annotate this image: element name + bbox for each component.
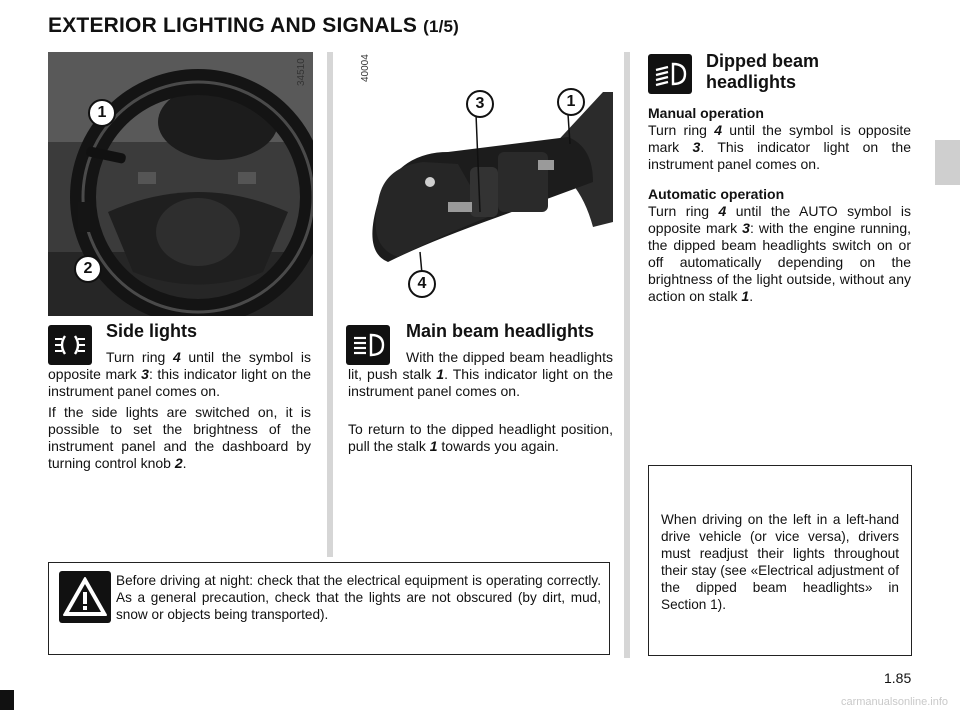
side-lights-brightness-text: If the side lights are switched on, it is possible to set the brightness of the instrument panel and the dashboard by turning control knob 2. <box>48 404 311 471</box>
note-box <box>648 465 912 656</box>
photo-reference-number: 40004 <box>360 54 371 82</box>
main-beam-heading: Main beam headlights <box>406 321 595 341</box>
column-separator <box>327 52 333 557</box>
dipped-beam-icon <box>648 54 692 94</box>
warning-triangle-icon <box>59 571 111 623</box>
note-text: When driving on the left in a left-hand drive vehicle (or vice versa), drivers must readjust their lights throughout their stay (see «Electrical adjustment of the dipped beam headlights» in Section 1). <box>661 512 899 612</box>
callout-1: 1 <box>557 88 585 116</box>
main-beam-return-text: To return to the dipped headlight position, pull the stalk 1 towards you again. <box>348 421 613 454</box>
steering-wheel-photo <box>48 52 313 316</box>
automatic-operation-title: Automatic operation <box>648 186 785 202</box>
automatic-operation-text: Turn ring 4 until the AUTO symbol is opposite mark 3: with the engine running, the dipped beam headlights switch on or off automatically depending on the brightness of the light outside, without any action on stalk 1. <box>648 203 912 304</box>
photo-reference-number: 34510 <box>296 58 307 86</box>
side-lights-heading: Side lights <box>106 321 198 341</box>
page-number: 1.85 <box>884 670 912 686</box>
side-lights-text: Turn ring 4 until the symbol is opposite mark 3: this indicator light on the instrument panel comes on. <box>48 349 311 399</box>
manual-operation-text: Turn ring 4 until the symbol is opposite mark 3. This indicator light on the instrument panel comes on. <box>648 122 912 172</box>
dipped-beam-heading: Dipped beam headlights <box>706 51 820 92</box>
column-separator <box>624 52 630 658</box>
callout-4: 4 <box>408 270 436 298</box>
lighting-stalk-photo <box>338 52 613 316</box>
callout-2: 2 <box>74 255 102 283</box>
main-beam-text: With the dipped beam headlights lit, push stalk 1. This indicator light on the instrument panel comes on. <box>348 349 613 399</box>
callout-3: 3 <box>466 90 494 118</box>
callout-1: 1 <box>88 99 116 127</box>
section-tab <box>935 140 960 185</box>
manual-operation-title: Manual operation <box>648 105 764 121</box>
page-title: EXTERIOR LIGHTING AND SIGNALS (1/5) <box>48 14 460 37</box>
page-edge-marker <box>0 690 14 710</box>
warning-box <box>48 562 610 655</box>
watermark: carmanualsonline.info <box>840 696 948 708</box>
warning-text: Before driving at night: check that the electrical equipment is operating correctly. As a general precaution, check that the lights are not obscured (by dirt, mud, snow or objects being transported). <box>116 573 601 622</box>
